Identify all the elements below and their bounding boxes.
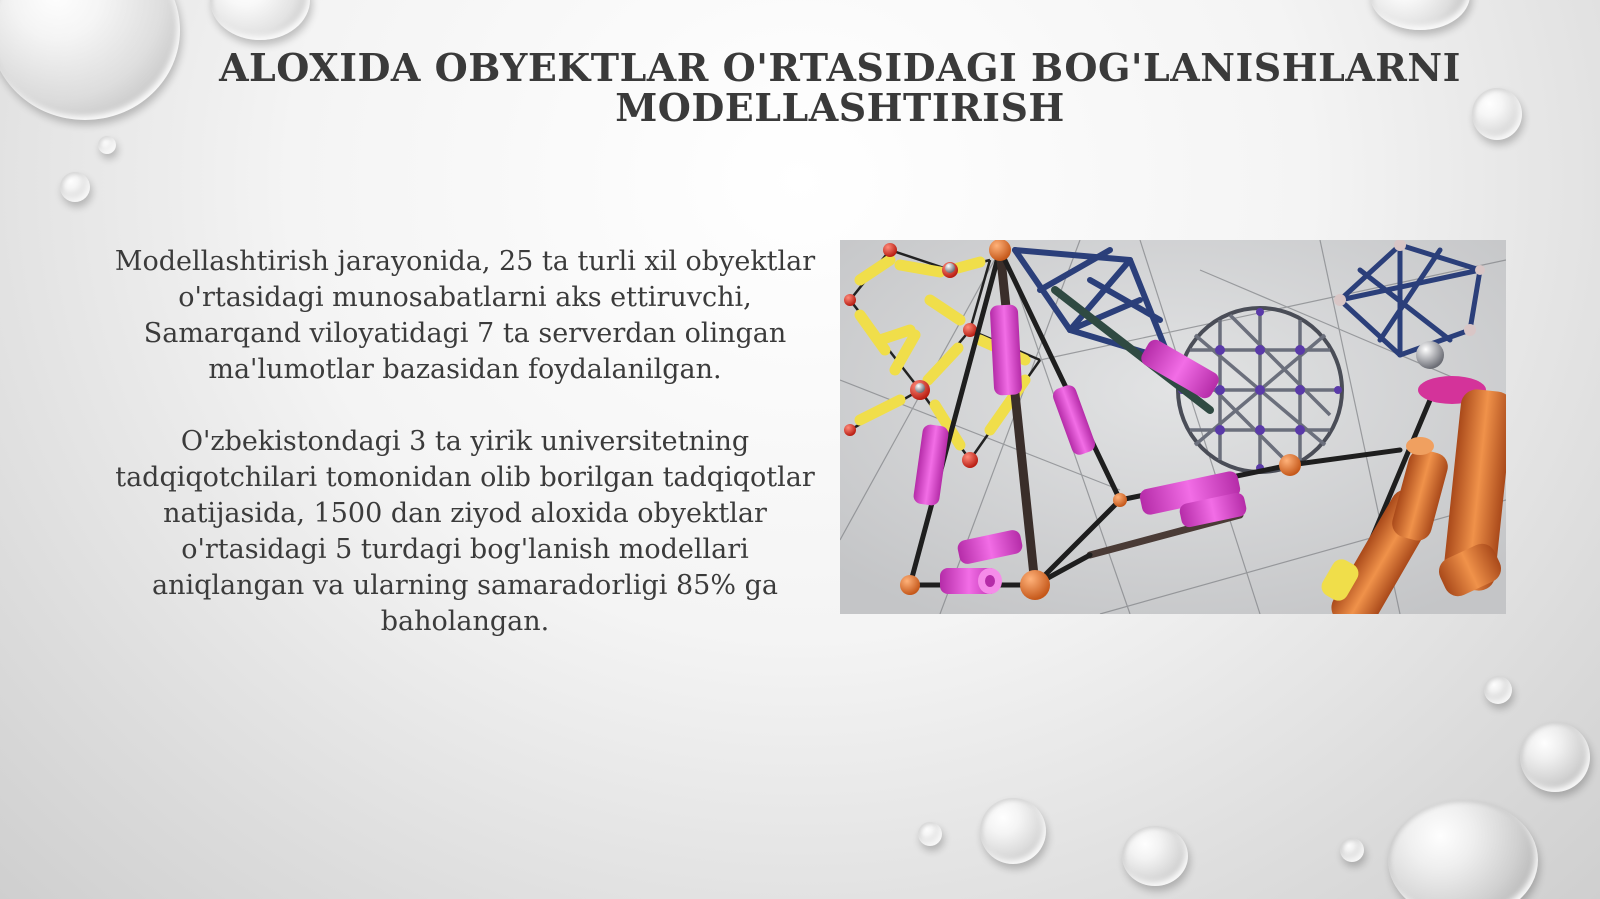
water-drop-decoration (210, 0, 310, 40)
water-drop-decoration (1370, 0, 1470, 30)
paragraph-1: Modellashtirish jarayonida, 25 ta turli xil obyektlar o'rtasidagi munosabatlarni aks ettiruvchi, Samarqand viloyatidagi 7 ta serverdan olingan ma'lumotlar bazasidan foydalanilgan. (114, 246, 816, 385)
paragraph-2: O'zbekistondagi 3 ta yirik universitetning tadqiqotchilari tomonidan olib borilgan tadqiqotlar natijasida, 1500 dan ziyod aloxida obyektlar o'rtasidagi 5 turdagi bog'lanish modellari aniqlangan va ularning samaradorligi 85% ga baholangan. (115, 426, 815, 637)
water-drop-decoration (1484, 676, 1512, 704)
water-drop-decoration (0, 0, 180, 120)
water-drop-decoration (1122, 826, 1188, 886)
water-drop-decoration (1340, 838, 1364, 862)
slide-title-line-1: ALOXIDA OBYEKTLAR O'RTASIDAGI BOG'LANISHLARNI (219, 45, 1461, 90)
water-drop-decoration (98, 136, 116, 154)
molecular-model-image (840, 240, 1506, 614)
slide-title (200, 45, 1480, 130)
body-text (105, 244, 825, 640)
water-drop-decoration (980, 798, 1046, 864)
water-drop-decoration (1520, 722, 1590, 792)
molecular-model-illustration (840, 240, 1506, 614)
water-drop-decoration (60, 172, 90, 202)
water-drop-decoration (918, 822, 942, 846)
water-drop-decoration (1388, 800, 1538, 899)
slide-title-line-2: MODELLASHTIRISH (615, 85, 1065, 130)
